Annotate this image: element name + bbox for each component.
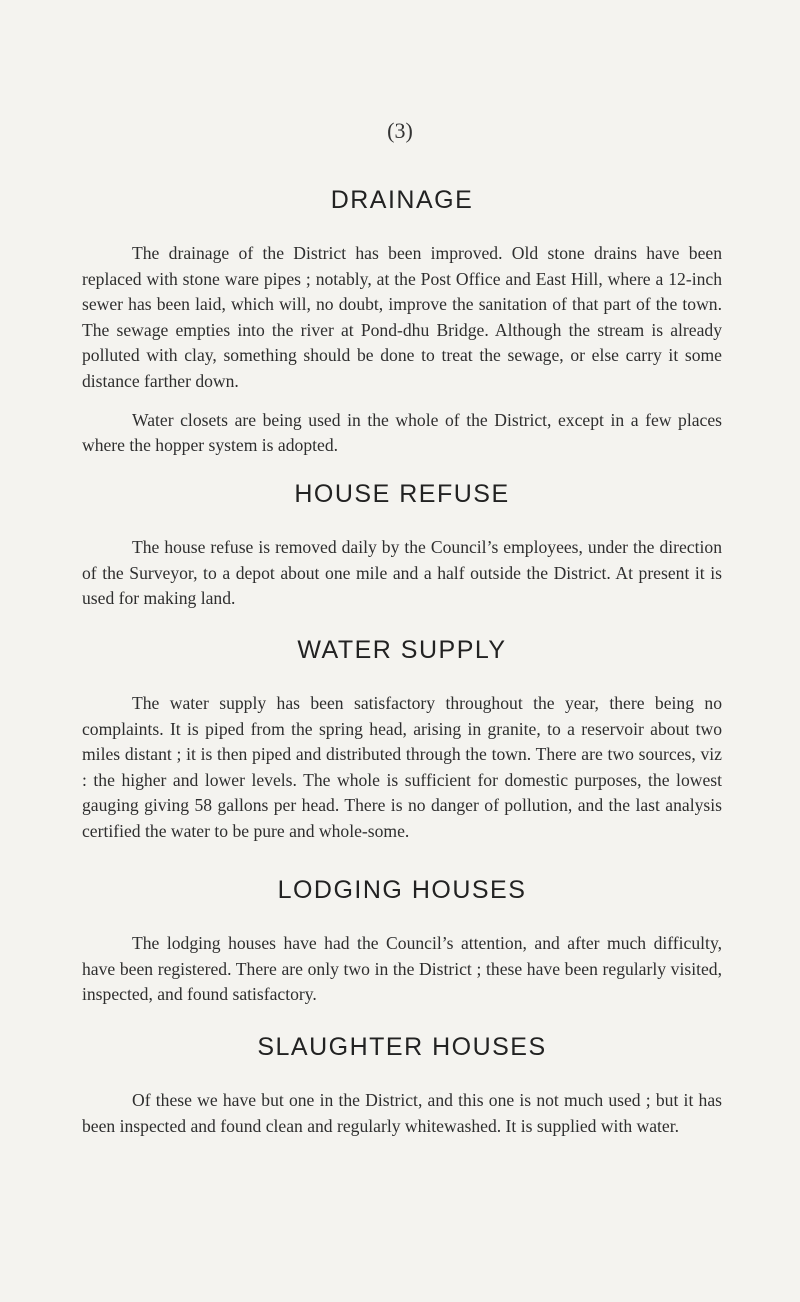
section-heading-lodging-houses: LODGING HOUSES xyxy=(277,876,527,904)
paragraph-lodging-houses-1: The lodging houses have had the Council’s attention, and after much difficulty, have been registered. There are only two in the District ; these have been regularly visited, inspected, and found satisfactory. xyxy=(82,933,722,1005)
section-heading-slaughter-houses: SLAUGHTER HOUSES xyxy=(257,1033,547,1061)
paragraph-water-supply-1: The water supply has been satisfactory throughout the year, there being no complaints. It is piped from the spring head, arising in granite, to a reservoir about two miles distant ; it is then piped and distributed through the town. There are two sources, viz : the higher and lower levels. The whole is sufficient for domestic purposes, the lowest gauging giving 58 gallons per head. There is no danger of pollution, and the last analysis certified the water to be pure and whole-some. xyxy=(82,693,722,841)
section-heading-drainage: DRAINAGE xyxy=(330,186,474,214)
section-lodging-houses xyxy=(82,875,722,1008)
section-water-supply xyxy=(82,635,722,845)
section-slaughter-houses xyxy=(82,1032,722,1139)
section-drainage xyxy=(82,185,722,459)
paragraph-house-refuse-1: The house refuse is removed daily by the Council’s employees, under the direction of the Surveyor, to a depot about one mile and a half outside the District. At present it is used for making land. xyxy=(82,537,722,609)
page-number: (3) xyxy=(387,118,413,143)
section-heading-house-refuse: HOUSE REFUSE xyxy=(294,480,510,508)
section-house-refuse xyxy=(82,479,722,612)
section-heading-water-supply: WATER SUPPLY xyxy=(297,636,507,664)
paragraph-drainage-2: Water closets are being used in the whole of the District, except in a few places where the hopper system is adopted. xyxy=(82,409,722,456)
paragraph-drainage-1: The drainage of the District has been improved. Old stone drains have been replaced with stone ware pipes ; notably, at the Post Office and East Hill, where a 12-inch sewer has been laid, which will, no doubt, improve the sanitation of that part of the town. The sewage empties into the river at Pond-dhu Bridge. Although the stream is already polluted with clay, something should be done to treat the sewage, or else carry it some distance farther down. xyxy=(82,243,722,391)
paragraph-slaughter-houses-1: Of these we have but one in the District, and this one is not much used ; but it has been inspected and found clean and regularly whitewashed. It is supplied with water. xyxy=(82,1090,722,1136)
